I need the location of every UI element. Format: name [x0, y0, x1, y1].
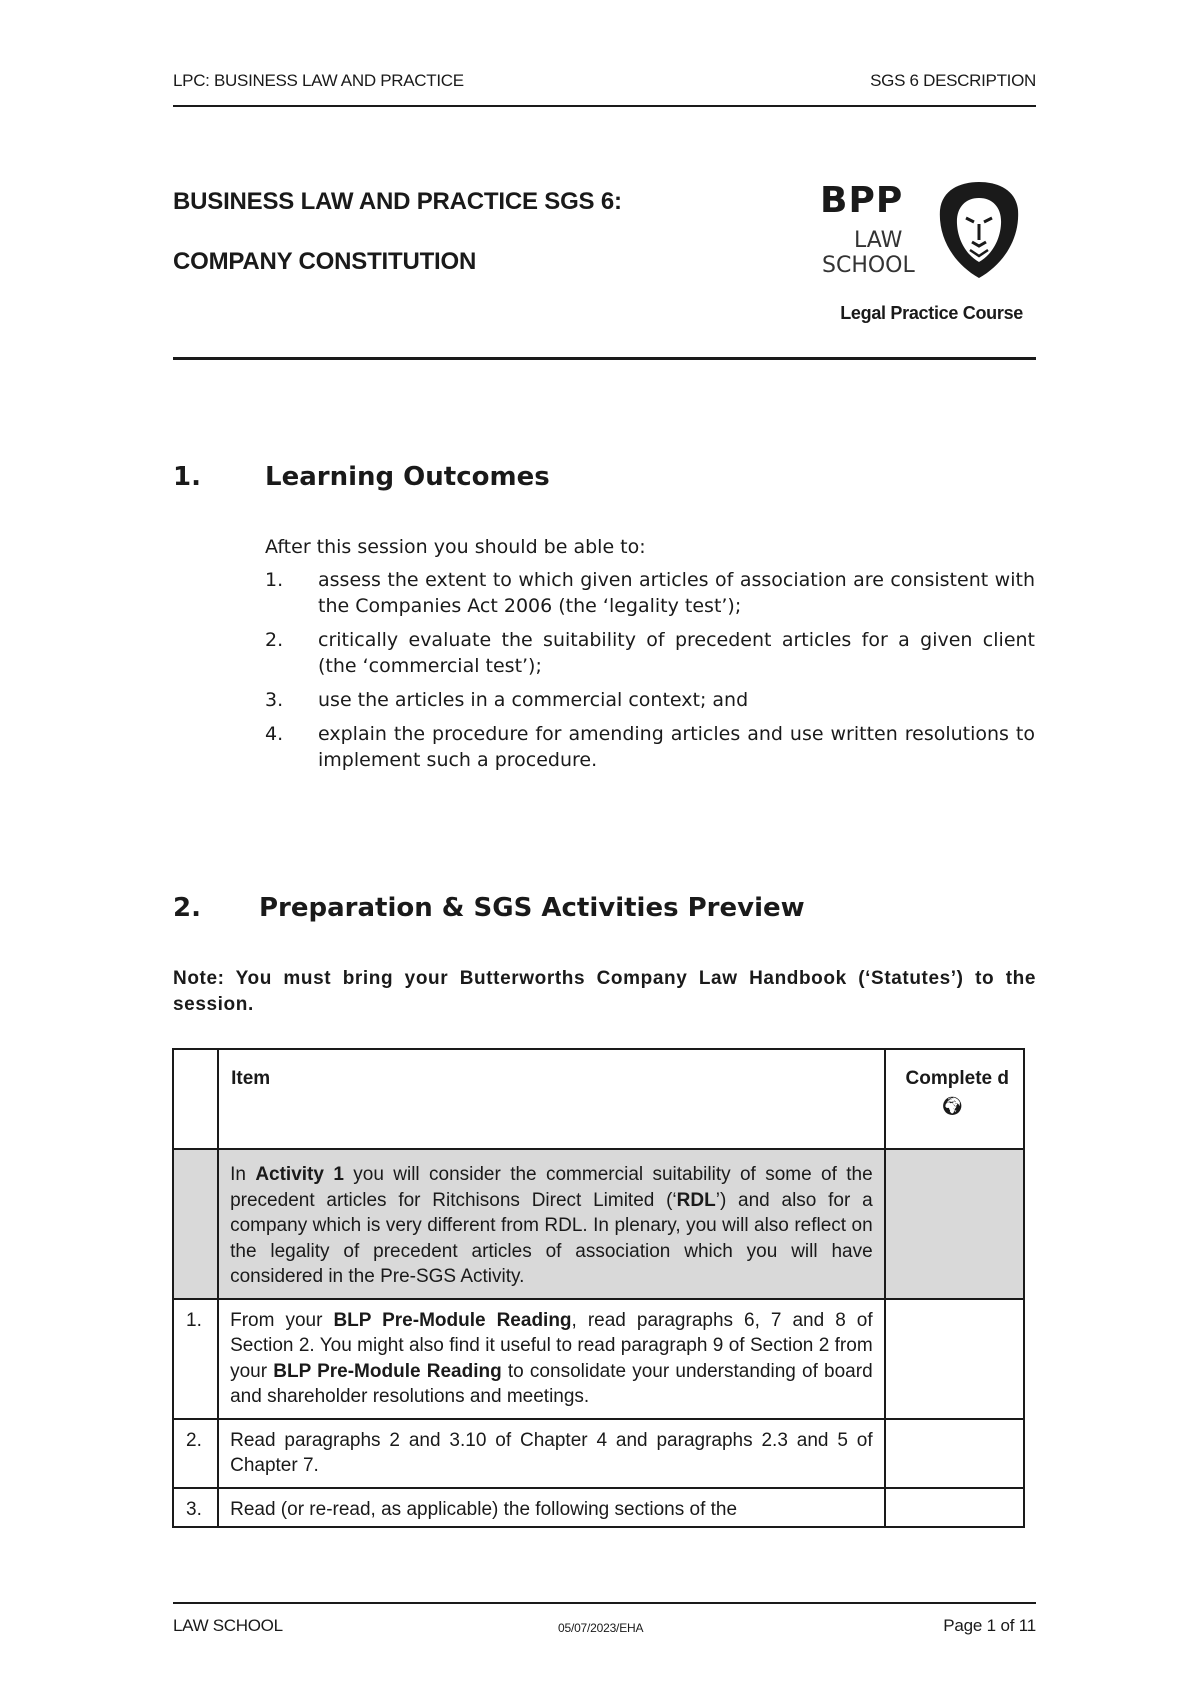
logo-law-text: LAW [854, 228, 903, 253]
lion-shield-icon [938, 180, 1020, 280]
list-item [265, 721, 1035, 773]
logo-school-text: SCHOOL [822, 253, 915, 278]
section1-number: 1. [173, 462, 201, 492]
row-number [173, 1149, 218, 1299]
list-item-text: assess the extent to which given articles of association are consistent with the Companies Act 2006 (the ‘legality test’); [318, 569, 1035, 617]
table-header-number [173, 1049, 218, 1149]
list-item [265, 687, 1035, 713]
list-item-text: use the articles in a commercial context; and [318, 689, 749, 711]
list-item-text: explain the procedure for amending articles and use written resolutions to implement such a procedure. [318, 723, 1035, 771]
title-rule [173, 357, 1036, 360]
completed-label: Complete d [905, 1068, 1009, 1089]
document-title-line2: COMPANY CONSTITUTION [173, 248, 477, 275]
footer-left: LAW SCHOOL [173, 1616, 283, 1635]
page-number: Page 1 of 11 [943, 1616, 1036, 1635]
table-row [173, 1299, 1024, 1419]
row-bold-text: RDL [676, 1189, 716, 1211]
document-title-line1: BUSINESS LAW AND PRACTICE SGS 6: [173, 188, 622, 215]
row-bold-text: BLP Pre-Module Reading [333, 1309, 572, 1331]
row-number: 1. [173, 1299, 218, 1419]
row-text: , read paragraphs 6, 7 and 8 of Section 2. You might also find it useful to read paragraph 9 of Section 2 from your [230, 1309, 873, 1382]
list-item [265, 567, 1035, 619]
header-left: LPC: BUSINESS LAW AND PRACTICE [173, 71, 464, 90]
bpp-law-school-logo [820, 180, 1025, 280]
row-completed[interactable] [885, 1299, 1024, 1419]
row-number: 2. [173, 1419, 218, 1488]
table-header-completed [885, 1049, 1024, 1149]
table-row [173, 1488, 1024, 1528]
footer-rule [173, 1602, 1036, 1604]
outcomes-list [265, 567, 1035, 781]
table-header-item: Item [218, 1049, 885, 1149]
row-item [218, 1299, 885, 1419]
row-completed[interactable] [885, 1419, 1024, 1488]
row-completed[interactable] [885, 1488, 1024, 1528]
preparation-table [172, 1048, 1025, 1528]
row-text: to consolidate your understanding of board and shareholder resolutions and meetings. [230, 1360, 873, 1407]
outcomes-intro: After this session you should be able to: [265, 536, 646, 558]
row-text: ’) and also for a company which is very different from RDL. In plenary, you will also reflect on the legality of precedent articles of association which you will have considered in the Pre-SGS Activity. [230, 1189, 873, 1287]
row-text: From your [230, 1309, 334, 1331]
list-item-number: 4. [265, 723, 284, 745]
row-item: Read (or re-read, as applicable) the following sections of the [218, 1488, 885, 1528]
list-item-number: 3. [265, 689, 284, 711]
header-right: SGS 6 DESCRIPTION [870, 71, 1036, 90]
table-row [173, 1419, 1024, 1488]
row-bold-text: BLP Pre-Module Reading [273, 1360, 502, 1382]
list-item-number: 1. [265, 569, 284, 591]
row-text: In [230, 1164, 256, 1185]
row-item [218, 1149, 885, 1299]
row-item: Read paragraphs 2 and 3.10 of Chapter 4 and paragraphs 2.3 and 5 of Chapter 7. [218, 1419, 885, 1488]
section2-number: 2. [173, 893, 201, 923]
row-completed[interactable] [885, 1149, 1024, 1299]
header-rule [173, 105, 1036, 107]
table-header-row [173, 1049, 1024, 1149]
table-row [173, 1149, 1024, 1299]
row-number: 3. [173, 1488, 218, 1528]
logo-caption: Legal Practice Course [840, 303, 1023, 323]
list-item [265, 627, 1035, 679]
statutes-note: Note: You must bring your Butterworths Company Law Handbook (‘Statutes’) to the session. [173, 968, 1036, 1015]
row-text: you will consider the commercial suitability of some of the precedent articles for Ritchisons Direct Limited (‘ [230, 1164, 873, 1211]
logo-brand: BPP [820, 180, 904, 221]
row-bold-text: Activity 1 [255, 1164, 344, 1185]
footer-date-code: 05/07/2023/EHA [558, 1621, 644, 1635]
list-item-number: 2. [265, 629, 284, 651]
section1-title: Learning Outcomes [265, 462, 550, 492]
list-item-text: critically evaluate the suitability of precedent articles for a given client (the ‘commercial test’); [318, 629, 1035, 677]
globe-icon: 🌍︎ [940, 1095, 964, 1116]
section2-title: Preparation & SGS Activities Preview [259, 893, 805, 923]
